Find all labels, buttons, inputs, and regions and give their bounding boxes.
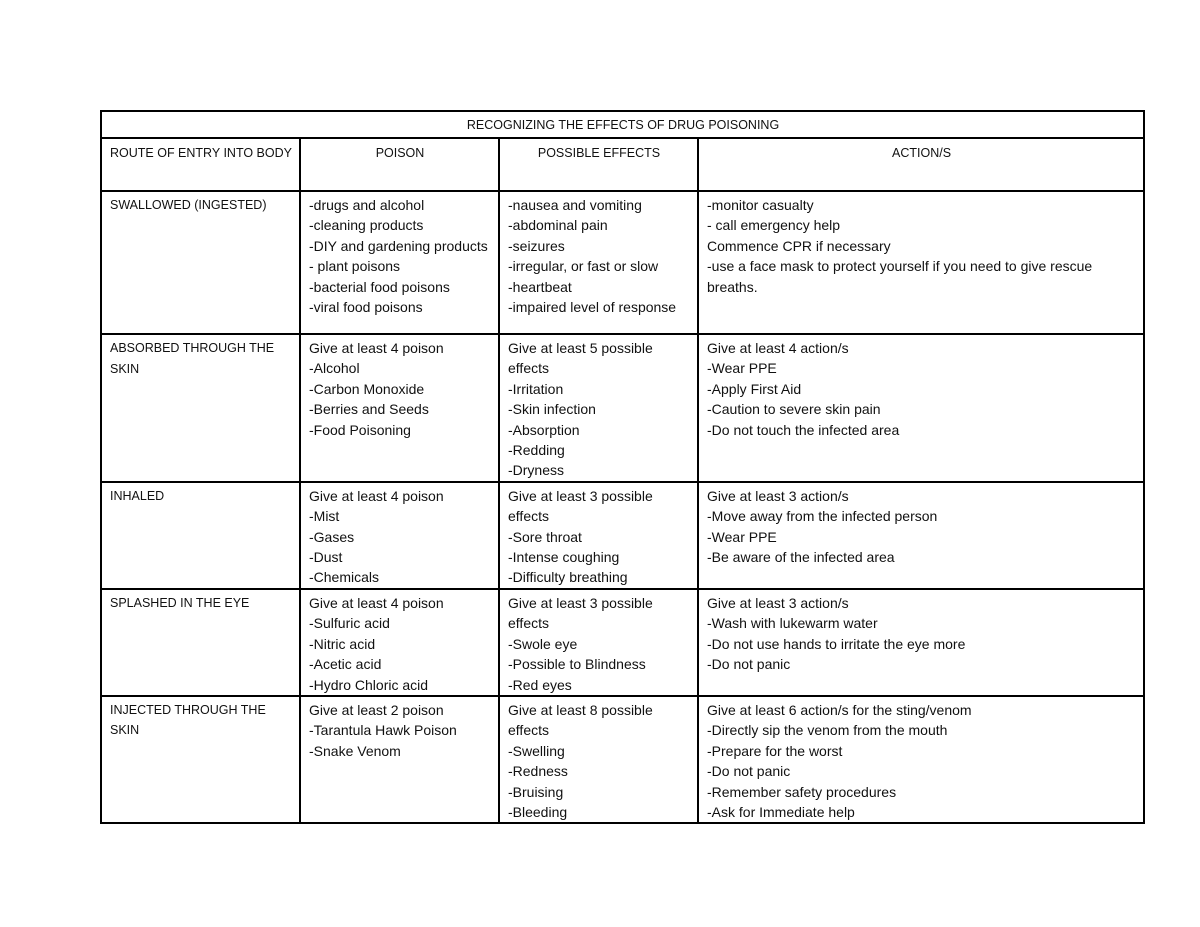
poison-cell (300, 482, 499, 589)
header-effects: POSSIBLE EFFECTS (499, 138, 698, 191)
list-item: -Do not panic (707, 763, 791, 780)
list-item: -Apply First Aid (707, 380, 802, 397)
actions-cell (698, 589, 1144, 696)
table-title: RECOGNIZING THE EFFECTS OF DRUG POISONING (101, 111, 1144, 138)
effects-cell (499, 696, 698, 823)
list-item: Give at least 3 possible effects (508, 594, 653, 632)
list-item: -Hydro Chloric acid (309, 676, 429, 693)
list-item: -heartbeat (508, 278, 572, 295)
effects-cell (499, 334, 698, 482)
actions-cell (698, 191, 1144, 334)
list-item: -Sulfuric acid (309, 615, 390, 632)
list-item: -irregular, or fast or slow (508, 258, 659, 275)
list-item: Give at least 6 action/s for the sting/venom (707, 701, 972, 718)
list-item: -Dust (309, 549, 343, 566)
list-item: -Do not use hands to irritate the eye more (707, 635, 966, 652)
list-item: -viral food poisons (309, 299, 423, 316)
list-item: Give at least 4 action/s (707, 340, 849, 356)
list-item: -Snake Venom (309, 742, 401, 759)
header-actions: ACTION/S (698, 138, 1144, 191)
list-item: -Directly sip the venom from the mouth (707, 722, 948, 739)
list-item: Commence CPR if necessary (707, 237, 891, 254)
list-item: -Bruising (508, 783, 564, 800)
list-item: -Remember safety procedures (707, 783, 897, 800)
list-item: -impaired level of response (508, 299, 677, 316)
list-item: -drugs and alcohol (309, 197, 425, 213)
list-item: -Irritation (508, 380, 564, 397)
list-item: -Wear PPE (707, 528, 777, 545)
list-item: Give at least 3 possible effects (508, 487, 653, 525)
table-row (101, 334, 1144, 482)
list-item: Give at least 4 poison (309, 487, 444, 504)
list-item: -Redding (508, 442, 565, 459)
table-row (101, 589, 1144, 696)
list-item: -Gases (309, 528, 355, 545)
list-item: -Move away from the infected person (707, 508, 938, 525)
table-row (101, 482, 1144, 589)
poison-cell (300, 334, 499, 482)
poison-cell (300, 589, 499, 696)
table-row (101, 696, 1144, 823)
poisoning-table (100, 110, 1145, 824)
list-item: Give at least 4 poison (309, 594, 444, 611)
list-item: -Wash with lukewarm water (707, 615, 878, 632)
header-row (101, 138, 1144, 191)
effects-cell (499, 482, 698, 589)
list-item: -Chemicals (309, 569, 380, 586)
list-item: -Berries and Seeds (309, 401, 429, 418)
list-item: -Possible to Blindness (508, 656, 646, 673)
list-item: -Alcohol (309, 360, 360, 377)
actions-cell (698, 334, 1144, 482)
route-cell: SPLASHED IN THE EYE (101, 589, 300, 696)
list-item: -Swole eye (508, 635, 578, 652)
list-item: -Be aware of the infected area (707, 549, 895, 566)
list-item: -Wear PPE (707, 360, 777, 377)
list-item: -use a face mask to protect yourself if you need to give rescue breaths. (707, 258, 1093, 295)
list-item: -Prepare for the worst (707, 742, 843, 759)
list-item: -Sore throat (508, 528, 582, 545)
list-item: -cleaning products (309, 217, 424, 234)
header-route: ROUTE OF ENTRY INTO BODY (101, 138, 300, 191)
route-cell: SWALLOWED (INGESTED) (101, 191, 300, 334)
list-item: -Mist (309, 508, 340, 525)
table-row (101, 191, 1144, 334)
list-item: Give at least 2 poison (309, 701, 444, 718)
list-item: -monitor casualty (707, 197, 814, 213)
list-item: Give at least 3 action/s (707, 594, 849, 611)
list-item: -Dryness (508, 462, 565, 479)
list-item: - plant poisons (309, 258, 401, 275)
list-item: Give at least 5 possible effects (508, 340, 653, 377)
title-row (101, 111, 1144, 138)
list-item: -Intense coughing (508, 549, 620, 566)
route-cell: INJECTED THROUGH THE SKIN (101, 696, 300, 823)
list-item: -Ask for Immediate help (707, 803, 855, 820)
list-item: -Carbon Monoxide (309, 380, 425, 397)
list-item: -abdominal pain (508, 217, 608, 234)
list-item: -Redness (508, 763, 568, 780)
list-item: -Do not panic (707, 656, 791, 673)
list-item: -DIY and gardening products (309, 237, 488, 254)
list-item: -Swelling (508, 742, 565, 759)
list-item: Give at least 8 possible effects (508, 701, 653, 739)
actions-cell (698, 482, 1144, 589)
list-item: -nausea and vomiting (508, 197, 642, 213)
route-cell: ABSORBED THROUGH THE SKIN (101, 334, 300, 482)
header-poison: POISON (300, 138, 499, 191)
list-item: -Difficulty breathing (508, 569, 628, 586)
list-item: -Acetic acid (309, 656, 382, 673)
effects-cell (499, 191, 698, 334)
list-item: -Food Poisoning (309, 421, 411, 438)
list-item: -Bleeding (508, 803, 568, 820)
list-item: -Caution to severe skin pain (707, 401, 881, 418)
list-item: -Tarantula Hawk Poison (309, 722, 457, 739)
list-item: -Skin infection (508, 401, 596, 418)
list-item: -Red eyes (508, 676, 572, 693)
list-item: -bacterial food poisons (309, 278, 450, 295)
effects-cell (499, 589, 698, 696)
list-item: Give at least 3 action/s (707, 487, 849, 504)
list-item: Give at least 4 poison (309, 340, 444, 356)
list-item: - call emergency help (707, 217, 841, 234)
list-item: -Do not touch the infected area (707, 421, 900, 438)
list-item: -Absorption (508, 421, 580, 438)
poison-cell (300, 191, 499, 334)
list-item: -Nitric acid (309, 635, 376, 652)
route-cell: INHALED (101, 482, 300, 589)
actions-cell (698, 696, 1144, 823)
list-item: -seizures (508, 237, 565, 254)
poison-cell (300, 696, 499, 823)
